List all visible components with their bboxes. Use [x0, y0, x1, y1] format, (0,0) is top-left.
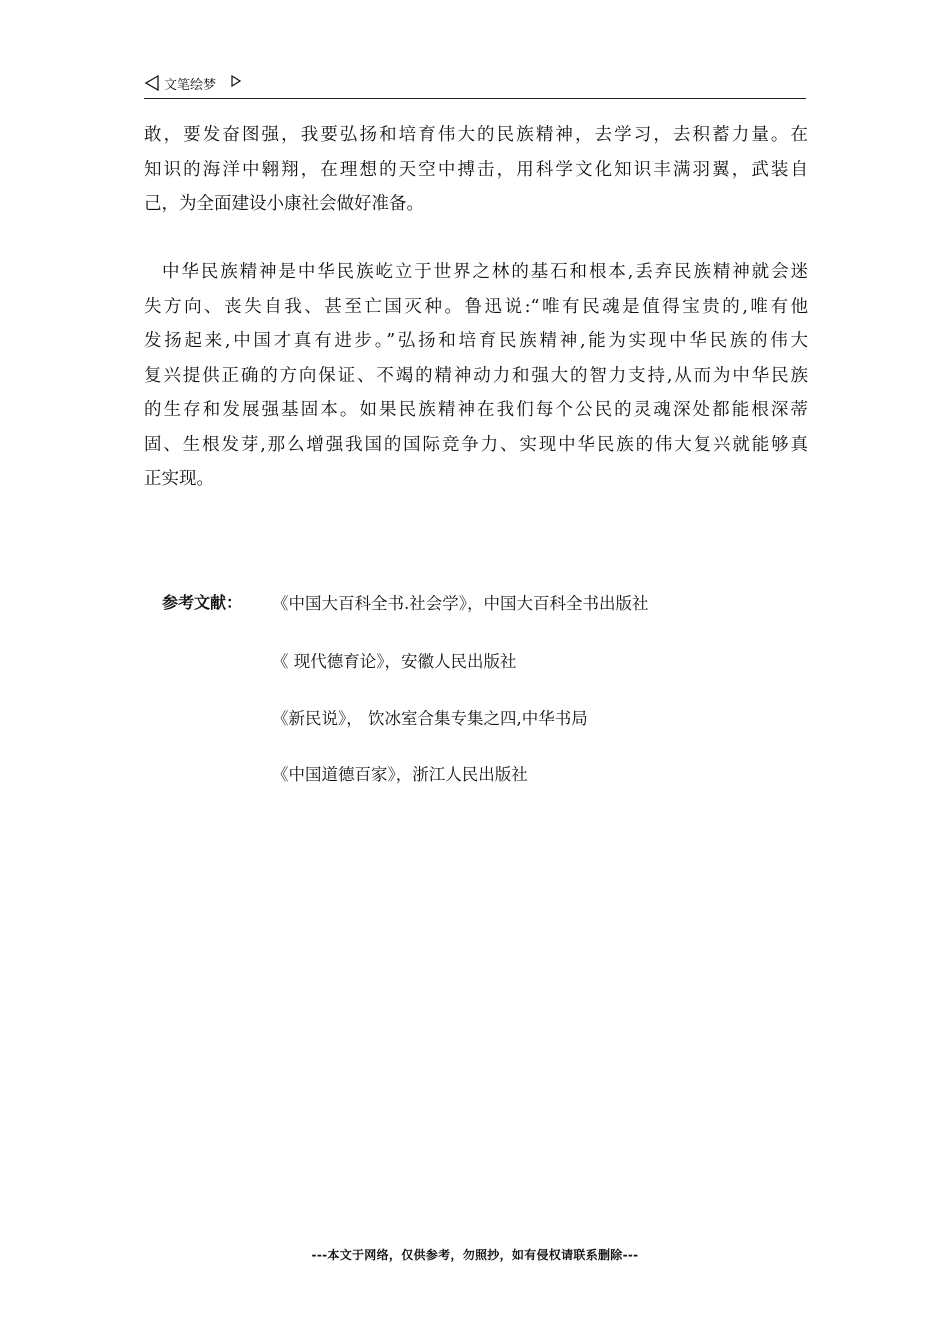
- page-header: [144, 72, 806, 99]
- triangle-right-outline-icon: [231, 75, 241, 87]
- paragraph-line: 复兴提供正确的方向保证、不竭的精神动力和强大的智力支持,从而为中华民族: [144, 365, 808, 386]
- paragraph-line: 失方向、丧失自我、甚至亡国灭种。鲁迅说:“唯有民魂是值得宝贵的,唯有他: [144, 296, 808, 317]
- footer-disclaimer: ---本文于网络，仅供参考，勿照抄，如有侵权请联系删除---: [311, 1248, 639, 1262]
- triangle-left-outline-icon: [144, 75, 160, 91]
- paragraph-line: 己，为全面建设小康社会做好准备。: [144, 194, 424, 214]
- paragraph-line: 发扬起来,中国才真有进步。”弘扬和培育民族精神,能为实现中华民族的伟大: [144, 331, 808, 351]
- reference-item: 《中国大百科全书.社会学》，中国大百科全书出版社: [272, 594, 649, 613]
- paragraph-line: 敢，要发奋图强，我要弘扬和培育伟大的民族精神，去学习，去积蓄力量。在: [144, 125, 808, 145]
- paragraph-line: 正实现。: [144, 469, 214, 489]
- paragraph-line: 中华民族精神是中华民族屹立于世界之林的基石和根本,丢弃民族精神就会迷: [162, 262, 808, 282]
- header-title: 文笔绘梦: [164, 78, 217, 93]
- paragraph-line: 固、生根发芽,那么增强我国的国际竞争力、实现中华民族的伟大复兴就能够真: [144, 434, 808, 455]
- references-label: 参考文献：: [162, 593, 243, 612]
- paragraph-2: [144, 255, 808, 497]
- reference-item: 《新民说》， 饮冰室合集专集之四,中华书局: [272, 709, 588, 728]
- reference-item: 《中国道德百家》，浙江人民出版社: [272, 765, 528, 784]
- reference-item: 《 现代德育论》，安徽人民出版社: [272, 652, 517, 671]
- paragraph-line: 的生存和发展强基固本。如果民族精神在我们每个公民的灵魂深处都能根深蒂: [144, 400, 808, 420]
- paragraph-line: 知识的海洋中翱翔，在理想的天空中搏击，用科学文化知识丰满羽翼，武装自: [144, 159, 808, 180]
- paragraph-1: [144, 118, 808, 222]
